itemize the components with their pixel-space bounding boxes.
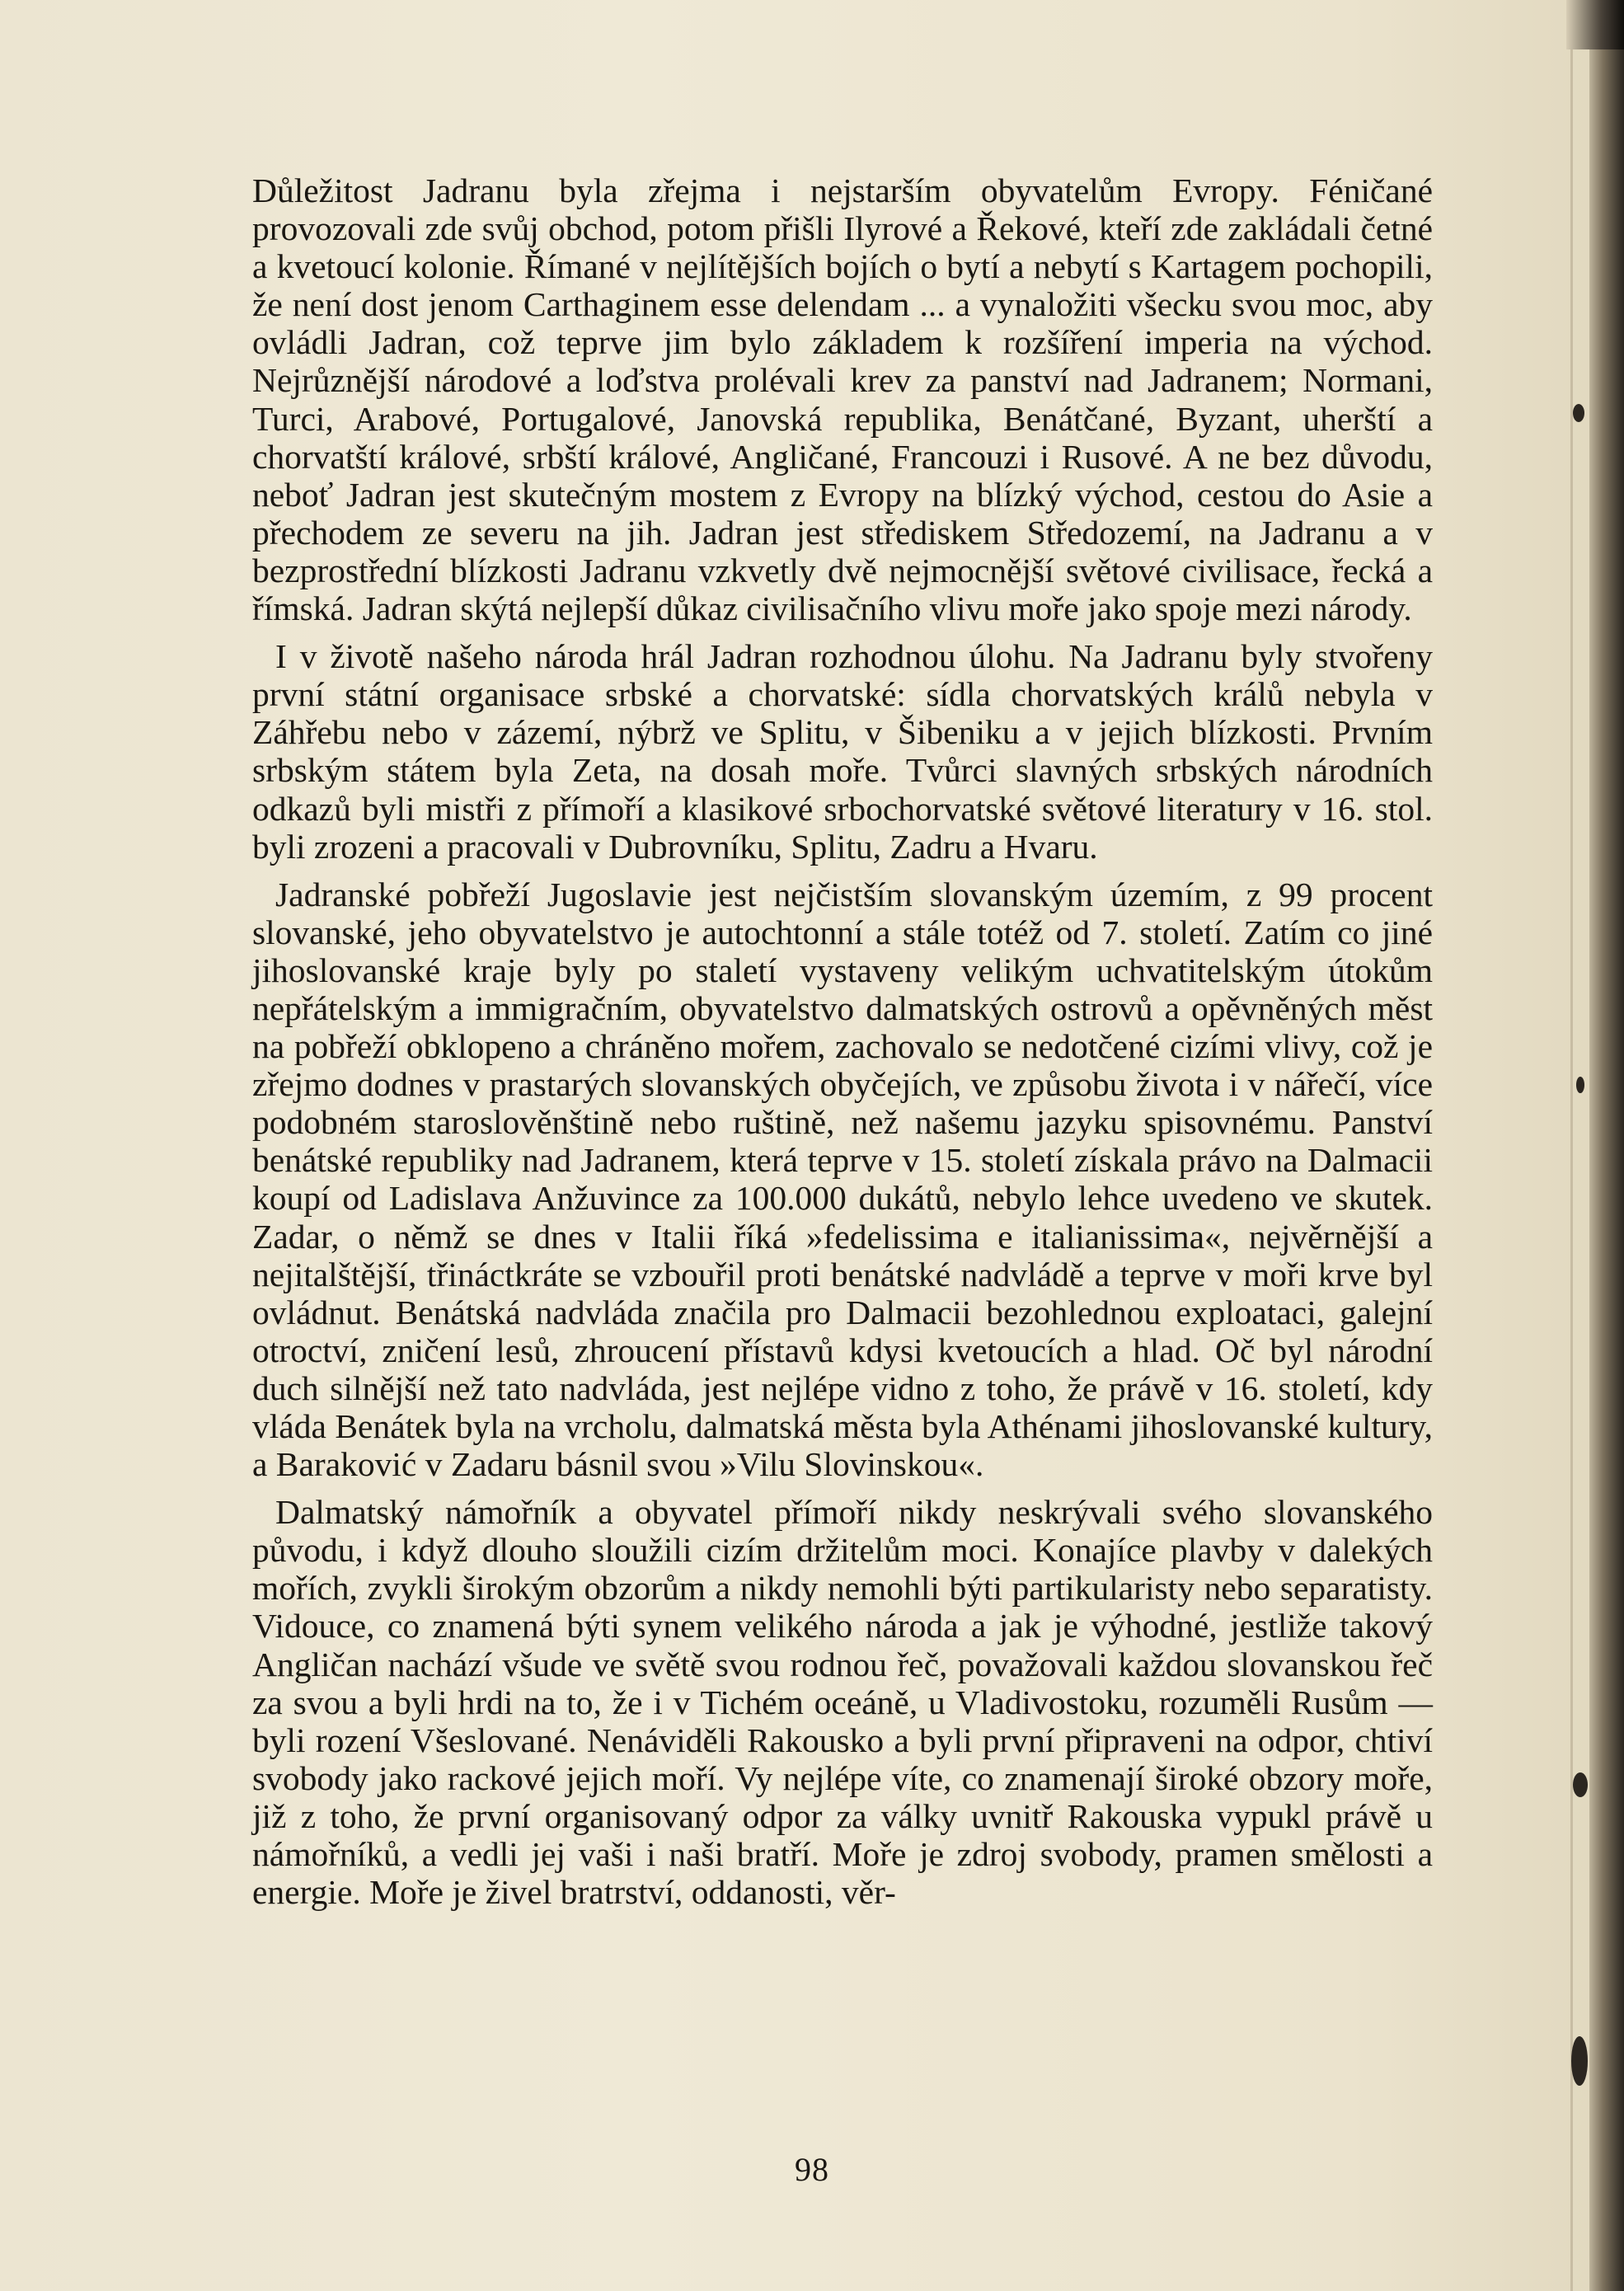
body-text bbox=[252, 171, 1433, 1921]
margin-mark bbox=[1571, 2036, 1588, 2086]
page-fold-line bbox=[1570, 0, 1573, 2291]
page-number: 98 bbox=[795, 2151, 829, 2188]
paragraph-4: Dalmatský námořník a obyvatel přímoří nikdy neskrývali svého slovanského původu, i když dlouho sloužili cizím držitelům moci. Konajíce plavby v dalekých mořích, zvykli širokým obzorům a nikdy nemohli býti partikularisty nebo separatisty. Vidouce, co znamená býti synem velikého národa a jak je výhodné, jestliže takový Angličan nachází všude ve světě svou rodnou řeč, považovali každou slovanskou řeč za svou a byli hrdi na to, že i v Tichém oceáně, u Vladivostoku, rozuměli Rusům — byli rození Všeslované. Nenáviděli Rakousko a byli první připraveni na odpor, chtiví svobody jako rackové jejich moří. Vy nejlépe víte, co znamenají široké obzory moře, již z toho, že první organisovaný odpor za války uvnitř Rakouska vypukl právě u námořníků, a vedli jej vaši i naši bratří. Moře je zdroj svobody, pramen smělosti a energie. Moře je živel bratrství, oddanosti, věr- bbox=[252, 1493, 1433, 1912]
book-spine-edge bbox=[1589, 0, 1624, 2291]
paragraph-1: Důležitost Jadranu byla zřejma i nejstarším obyvatelům Evropy. Féničané provozovali zde svůj obchod, potom přišli Ilyrové a Řekové, kteří zde zakládali četné a kvetoucí kolonie. Římané v nejlítějších bojích o bytí a nebytí s Kartagem pochopili, že není dost jenom Carthaginem esse delendam ... a vynaložiti všecku svou moc, aby ovládli Jadran, což teprve jim bylo základem k rozšíření imperia na východ. Nejrůznější národové a loďstva prolévali krev za panství nad Jadranem; Normani, Turci, Arabové, Portugalové, Janovská republika, Benátčané, Byzant, uherští a chorvatští králové, srbští králové, Angličané, Francouzi i Rusové. A ne bez důvodu, neboť Jadran jest skutečným mostem z Evropy na blízký východ, cestou do Asie a přechodem ze severu na jih. Jadran jest střediskem Středozemí, na Jadranu a v bezprostřední blízkosti Jadranu vzkvetly dvě nejmocnější světové civilisace, řecká a římská. Jadran skýtá nejlepší důkaz civilisačního vlivu moře jako spoje mezi národy. bbox=[252, 171, 1433, 628]
paragraph-2: I v životě našeho národa hrál Jadran rozhodnou úlohu. Na Jadranu byly stvořeny první státní organisace srbské a chorvatské: sídla chorvatských králů nebyla v Záhřebu nebo v zázemí, nýbrž ve Splitu, v Šibeniku a v jejich blízkosti. Prvním srbským státem byla Zeta, na dosah moře. Tvůrci slavných srbských národních odkazů byli mistři z přímoří a klasikové srbochorvatské světové literatury v 16. stol. byli zrozeni a pracovali v Dubrovníku, Splitu, Zadru a Hvaru. bbox=[252, 637, 1433, 866]
margin-mark bbox=[1573, 1772, 1588, 1797]
margin-mark bbox=[1576, 1077, 1584, 1093]
paragraph-3: Jadranské pobřeží Jugoslavie jest nejčistším slovanským územím, z 99 procent slovanské, jeho obyvatelstvo je autochtonní a stále totéž od 7. století. Zatím co jiné jihoslovanské kraje byly po staletí vystaveny velikým uchvatitelským útokům nepřátelským a immigračním, obyvatelstvo dalmatských ostrovů a opěvněných měst na pobřeží obklopeno a chráněno mořem, zachovalo se nedotčené cizími vlivy, což je zřejmo dodnes v prastarých slovanských obyčejích, ve způsobu života i v nářečí, více podobném staroslověnštině nebo ruštině, než našemu jazyku spisovnému. Panství benátské republiky nad Jadranem, která teprve v 15. století získala právo na Dalmacii koupí od Ladislava Anžuvince za 100.000 dukátů, nebylo lehce uvedeno ve skutek. Zadar, o němž se dnes v Italii říká »fedelissima e italianissima«, nejvěrnější a nejitalštější, třináctkráte se vzbouřil proti benátské nadvládě a teprve v moři krve byl ovládnut. Benátská nadvláda značila pro Dalmacii bezohlednou exploataci, galejní otroctví, zničení lesů, zhroucení přístavů kdysi kvetoucích a hlad. Oč byl národní duch silnější než tato nadvláda, jest nejlépe vidno z toho, že právě v 16. století, kdy vláda Benátek byla na vrcholu, dalmatská města byla Athénami jihoslovanské kultury, a Baraković v Zadaru básnil svou »Vilu Slovinskou«. bbox=[252, 875, 1433, 1484]
book-corner-shadow bbox=[1566, 0, 1624, 49]
margin-mark bbox=[1573, 404, 1584, 422]
